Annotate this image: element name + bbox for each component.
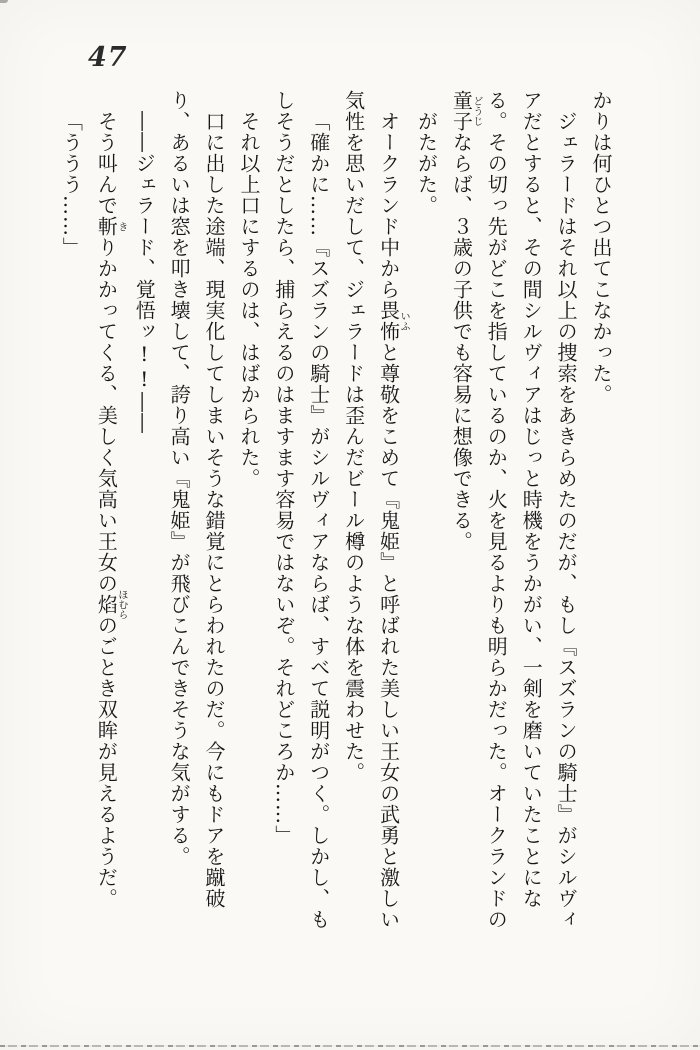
furigana: ほむら — [115, 589, 127, 620]
paragraph-7: 口に出した途端、現実化してしまいそうな錯覚にとらわれたのだ。今にもドアを蹴破り、あるいは窓を叩き壊して、誇り高い『鬼姫』が飛びこんできそうな気がする。 — [167, 90, 227, 909]
text-block — [60, 90, 618, 932]
scan-artifact-bottom-line — [0, 1045, 700, 1047]
ruby-annotated-text: 斬き — [94, 216, 127, 237]
furigana: き — [115, 216, 127, 237]
scan-artifact-corner — [0, 0, 8, 3]
ruby-annotated-text: 童子どうじ — [449, 90, 482, 132]
paragraph-5: 「確かに……『スズランの騎士』がシルヴィアならば、すべて説明がつく。しかし、もしそうだとしたら、捕らえるのはますます容易ではないぞ。それどころか……」 — [271, 90, 331, 930]
page-number: 47 — [88, 42, 128, 73]
paragraph-2: ジェラードはそれ以上の捜索をあきらめたのだが、もし『スズランの騎士』がシルヴィアだとすると、その間シルヴィアはじっと時機をうかがい、一剣を磨いていたことになる。その切っ先がどこを指しているのか、火を見るよりも明らかだった。オークランドの童子どうじならば、３歳の子供でも容易に想像できる。 — [449, 90, 579, 930]
ruby-annotated-text: 畏怖いふ — [376, 300, 410, 342]
paragraph-4: オークランド中から畏怖いふと尊敬をこめて『鬼姫』と呼ばれた美しい王女の武勇と激しい気性を思いだして、ジェラードは歪んだビール樽のような体を震わせた。 — [341, 90, 410, 930]
paragraph-1: かりは何ひとつ出てこなかった。 — [589, 90, 613, 405]
paragraph-3: がたがた。 — [414, 111, 439, 216]
paragraph-9: そう叫んで斬きりかかってくる、美しく気高い王女の焰ほむらのごとき双眸が見えるようだ。 — [94, 111, 127, 909]
furigana: いふ — [398, 300, 410, 342]
furigana: どうじ — [470, 90, 482, 132]
paragraph-6: それ以上口にするのは、はばかられた。 — [236, 111, 261, 489]
ruby-annotated-text: 焰ほむら — [94, 589, 127, 620]
paragraph-8: ――ジェラード、覚悟ッ!!―― — [132, 111, 157, 434]
upright-punctuation: !! — [132, 342, 157, 392]
paragraph-10: 「ううう……」 — [59, 111, 84, 258]
